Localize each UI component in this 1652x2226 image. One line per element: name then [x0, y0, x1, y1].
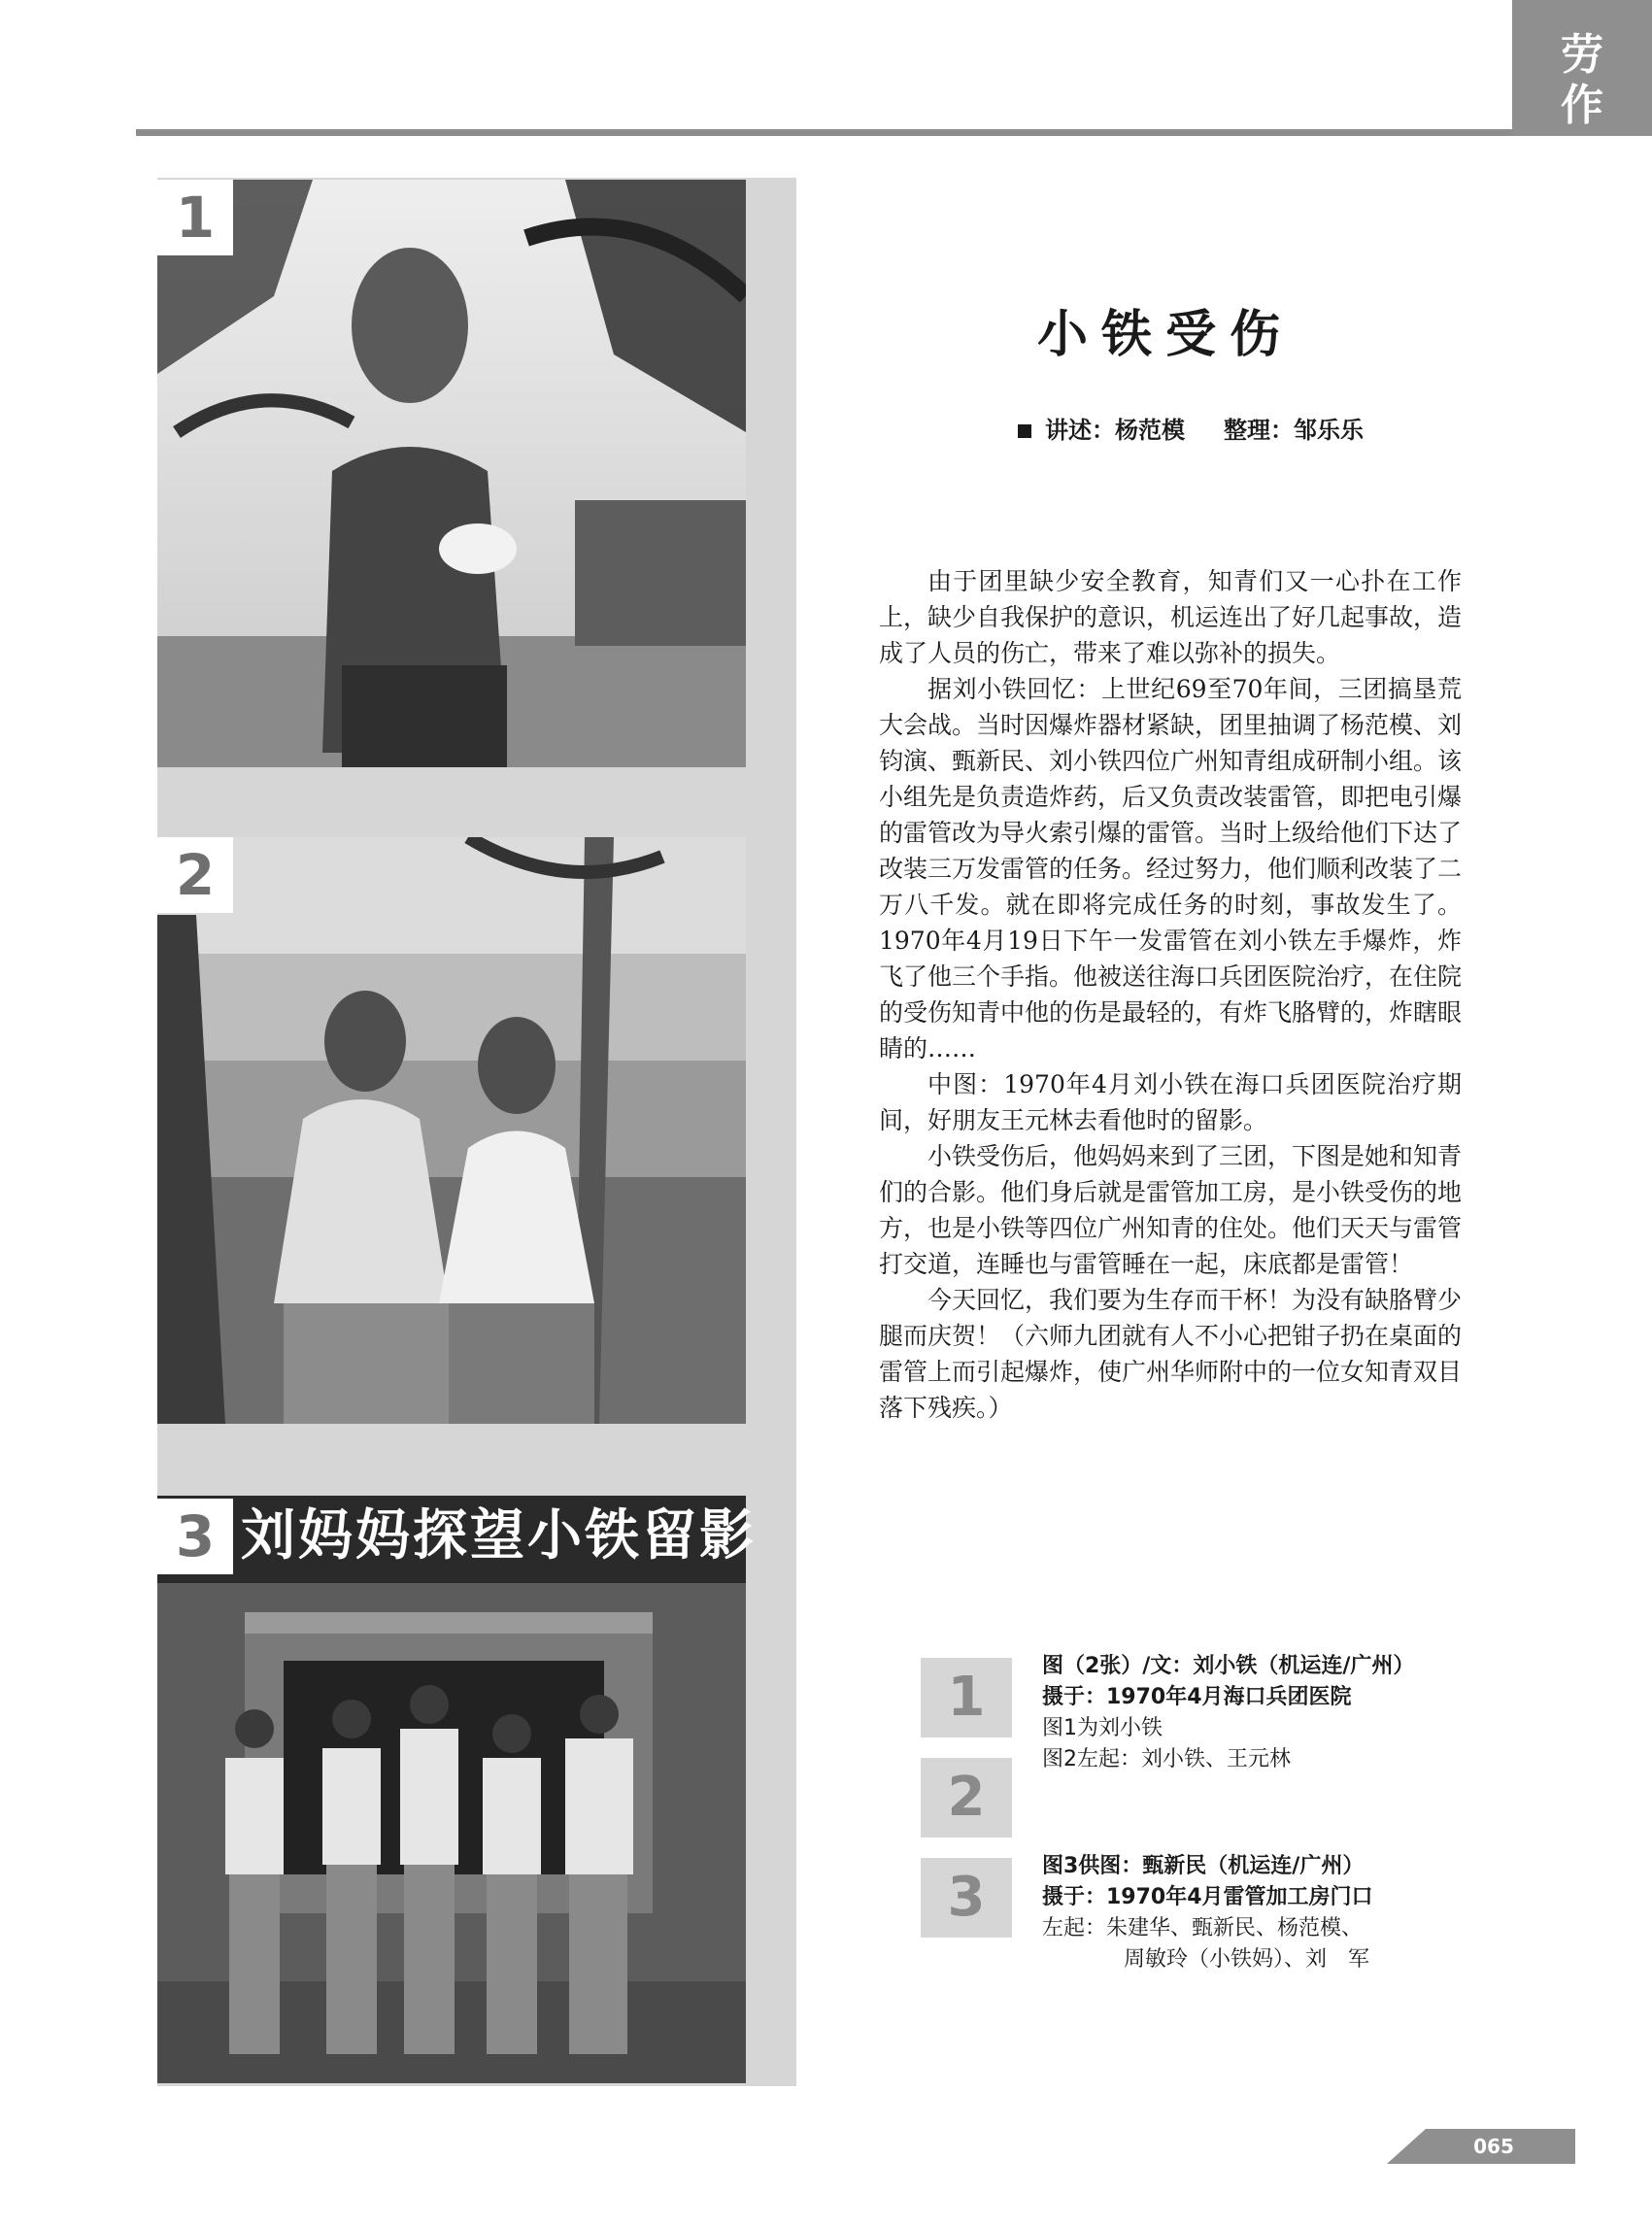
article-paragraph: 小铁受伤后，他妈妈来到了三团，下图是她和知青们的合影。他们身后就是雷管加工房，是小铁受伤的地方，也是小铁等四位广州知青的住处。他们天天与雷管打交道，连睡也与雷管睡在一起，床底都是雷管！: [879, 1142, 1463, 1278]
credit-number-3: 3: [921, 1858, 1012, 1938]
section-char-1: 劳: [1561, 30, 1603, 80]
photo-1-number: 1: [157, 180, 233, 255]
photo-3-number: 3: [157, 1499, 233, 1574]
section-char-2: 作: [1561, 81, 1603, 130]
credit-group-1: [1042, 1651, 1414, 1775]
photo-1: [157, 180, 746, 767]
credit-number-1: 1: [921, 1658, 1012, 1737]
photo-3-title: 刘妈妈探望小铁留影: [241, 1504, 757, 1568]
credit-line: 摄于：1970年4月雷管加工房门口: [1042, 1885, 1373, 1909]
photo-3: [157, 1496, 757, 2083]
byline: [1018, 413, 1364, 448]
page-number: 065: [1473, 2135, 1514, 2158]
credit-line: 图（2张）/文：刘小铁（机运连/广州）: [1042, 1654, 1415, 1678]
article-paragraph: 据刘小铁回忆：上世纪69至70年间，三团搞垦荒大会战。当时因爆炸器材紧缺，团里抽调了杨范模、刘钧演、甄新民、刘小铁四位广州知青组成研制小组。该小组先是负责造炸药，后又负责改装雷管，即把电引爆的雷管改为导火索引爆的雷管。当时上级给他们下达了改装三万发雷管的任务。经过努力，他们顺利改装了二万八千发。就在即将完成任务的时刻，事故发生了。1970年4月19日下午一发雷管在刘小铁左手爆炸，炸飞了他三个手指。他被送往海口兵团医院治疗，在住院的受伤知青中他的伤是最轻的，有炸飞胳臂的，炸瞎眼睛的……: [879, 675, 1463, 1062]
credit-group-2: [1042, 1851, 1373, 1975]
photo-2: [157, 837, 746, 1424]
credit-number-2: 2: [921, 1758, 1012, 1838]
header-rule: [136, 129, 1517, 136]
byline-narrator: 讲述：杨范模: [1045, 417, 1185, 444]
page-number-tab: [1387, 2129, 1575, 2164]
byline-marker: [1018, 424, 1031, 438]
article-paragraph: 中图：1970年4月刘小铁在海口兵团医院治疗期间，好朋友王元林去看他时的留影。: [879, 1070, 1462, 1134]
section-tab: [1512, 0, 1652, 136]
byline-editor: 整理：邹乐乐: [1224, 417, 1364, 444]
credit-line: 左起：朱建华、甄新民、杨范模、: [1042, 1916, 1364, 1940]
article-body: [879, 563, 1462, 1426]
credit-line: 图1为刘小铁: [1042, 1716, 1163, 1740]
article-paragraph: 由于团里缺少安全教育，知青们又一心扑在工作上，缺少自我保护的意识，机运连出了好几起事故，造成了人员的伤亡，带来了难以弥补的损失。: [879, 567, 1463, 667]
credit-line: 图3供图：甄新民（机运连/广州）: [1042, 1854, 1365, 1878]
article-paragraph: 今天回忆，我们要为生存而干杯！为没有缺胳臂少腿而庆贺！（六师九团就有人不小心把钳子扔在桌面的雷管上而引起爆炸，使广州华师附中的一位女知青双目落下残疾。）: [879, 1286, 1463, 1422]
credit-line: 周敏玲（小铁妈）、刘 军: [1124, 1947, 1370, 1972]
credit-line: 摄于：1970年4月海口兵团医院: [1042, 1685, 1352, 1709]
article-title: 小铁受伤: [1036, 306, 1294, 364]
credit-line: 图2左起：刘小铁、王元林: [1042, 1747, 1291, 1771]
photo-2-number: 2: [157, 837, 233, 913]
